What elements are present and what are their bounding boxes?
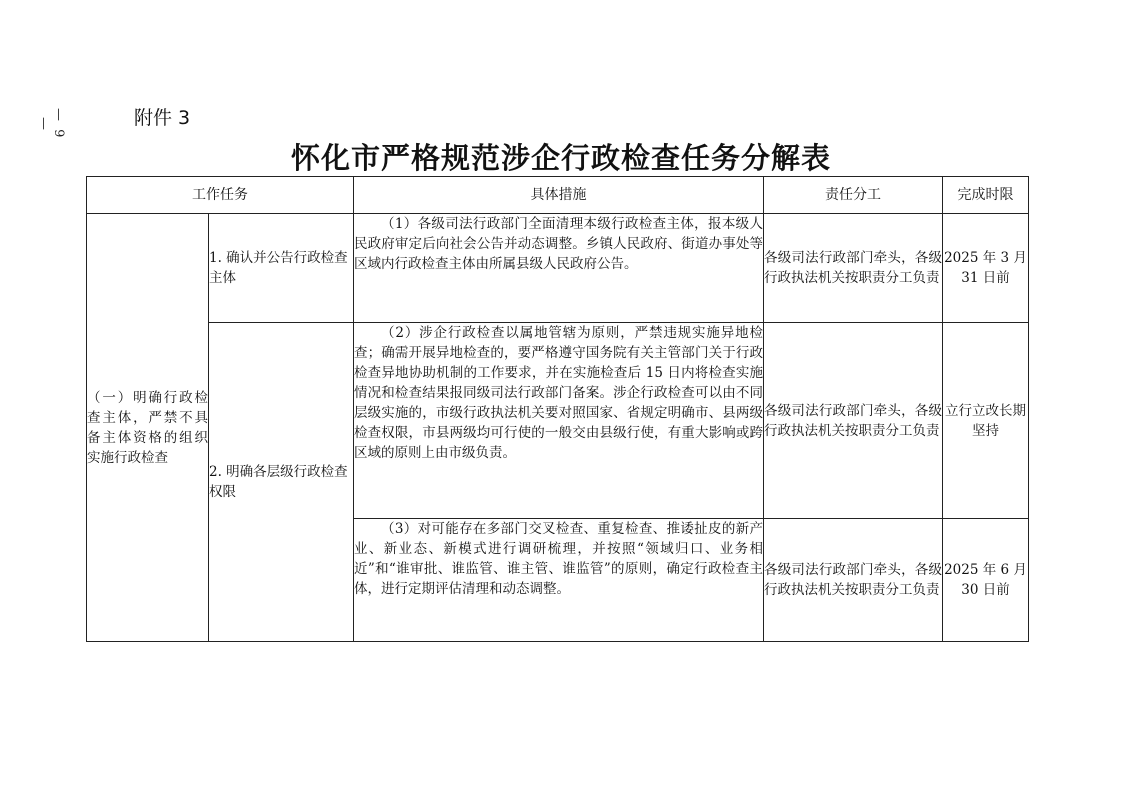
deadline-cell: 2025 年 3 月 31 日前 (943, 214, 1029, 323)
responsibility-cell: 各级司法行政部门牵头，各级行政执法机关按职责分工负责 (764, 519, 943, 642)
table-row (87, 214, 1029, 323)
header-deadline: 完成时限 (943, 177, 1029, 214)
deadline-cell: 2025 年 6 月 30 日前 (943, 519, 1029, 642)
subtask-cell: 1. 确认并公告行政检查主体 (209, 214, 354, 323)
main-task-cell: （一）明确行政检查主体，严禁不具备主体资格的组织实施行政检查 (87, 214, 209, 642)
responsibility-cell: 各级司法行政部门牵头，各级行政执法机关按职责分工负责 (764, 214, 943, 323)
measure-cell: （2）涉企行政检查以属地管辖为原则，严禁违规实施异地检查；确需开展异地检查的，要严格遵守国务院有关主管部门关于行政检查异地协助机制的工作要求，并在实施检查后 15 日内将检查实施情况和检查结果报同级司法行政部门备案。涉企行政检查可以由不同层级实施的，市级行政执法机关要对照国家、省规定明确市、县两级检查权限，市县两级均可行使的一般交由县级行使，有重大影响或跨区域的原则上由市级负责。 (354, 323, 764, 519)
task-breakdown-table (86, 176, 1029, 642)
deadline-cell: 立行立改长期坚持 (943, 323, 1029, 519)
table-row (87, 323, 1029, 519)
subtask-cell: 2. 明确各层级行政检查权限 (209, 323, 354, 642)
page-number: — 9 — (36, 108, 66, 140)
header-measures: 具体措施 (354, 177, 764, 214)
measure-cell: （1）各级司法行政部门全面清理本级行政检查主体，报本级人民政府审定后向社会公告并动态调整。乡镇人民政府、街道办事处等区域内行政检查主体由所属县级人民政府公告。 (354, 214, 764, 323)
attachment-label: 附件 3 (134, 107, 191, 129)
table-header-row (87, 177, 1029, 214)
header-task: 工作任务 (87, 177, 354, 214)
document-title: 怀化市严格规范涉企行政检查任务分解表 (290, 141, 831, 175)
header-responsibility: 责任分工 (764, 177, 943, 214)
responsibility-cell: 各级司法行政部门牵头，各级行政执法机关按职责分工负责 (764, 323, 943, 519)
measure-cell: （3）对可能存在多部门交叉检查、重复检查、推诿扯皮的新产业、新业态、新模式进行调研梳理，并按照“领域归口、业务相近”和“谁审批、谁监管、谁主管、谁监管”的原则，确定行政检查主体，进行定期评估清理和动态调整。 (354, 519, 764, 642)
